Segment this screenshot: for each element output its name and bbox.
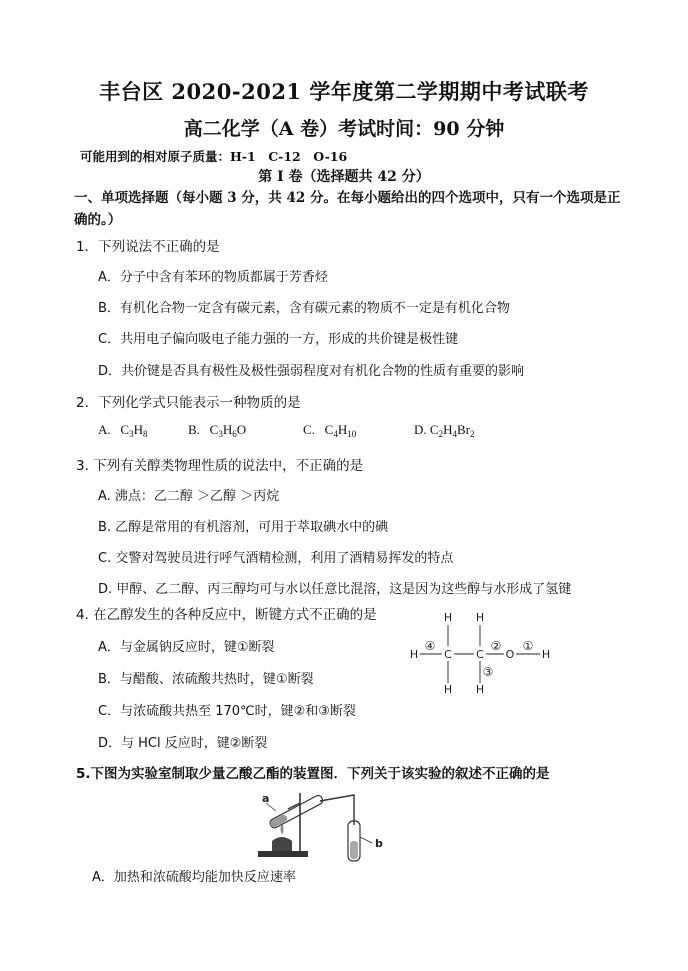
section-heading: 第 I 卷（选择题共 42 分） [258,169,430,185]
stand-base [258,851,308,857]
alcohol-lamp [272,837,292,851]
atomic-masses: 可能用到的相对原子质量：H-1 C-12 O-16 [80,149,348,164]
atom-h-bottom-1: H [443,683,453,696]
question-5-stem: 5.下图为实验室制取少量乙酸乙酯的装置图．下列关于该实验的叙述不正确的是 [76,766,550,782]
question-3-stem: 3. 下列有关醇类物理性质的说法中，不正确的是 [76,458,364,474]
question-2-option-b: B. $C_3H_6O$ [188,422,247,439]
delivery-tube [320,795,354,825]
question-4-option-d: D．与 HCl 反应时，键②断裂 [98,736,268,751]
question-2-option-d: D. $C_2H_4Br_2$ [414,422,475,439]
exam-subtitle: 高二化学（A 卷）考试时间：90 分钟 [183,118,505,140]
question-2-stem: 2．下列化学式只能表示一种物质的是 [76,395,301,411]
question-2-option-c: C. $C_4H_{10}$ [303,422,357,439]
test-tube-a [269,794,324,829]
question-1-option-b: B．有机化合物一定含有碳元素，含有碳元素的物质不一定是有机化合物 [98,301,510,316]
atom-h-top-1: H [443,611,453,624]
atom-h-top-2: H [475,611,485,624]
question-3-option-c: C. 交警对驾驶员进行呼气酒精检测，利用了酒精易挥发的特点 [98,551,454,566]
question-2-option-a: A. $C_3H_8$ [98,422,148,439]
section-instructions: 一、单项选择题（每小题 3 分，共 42 分。在每小题给出的四个选项中，只有一个选项是正确的。） [74,190,621,228]
atom-h-right: H [541,648,551,661]
question-4-option-a: A．与金属钠反应时，键①断裂 [98,640,275,655]
atom-c-2: C [476,648,484,661]
question-1-option-c: C．共用电子偏向吸电子能力强的一方，形成的共价键是极性键 [98,332,459,347]
atom-c-1: C [444,648,452,661]
question-5-option-a: A．加热和浓硫酸均能加快反应速率 [92,870,296,885]
bond-label-4: ④ [424,639,436,653]
label-b: b [375,837,383,850]
bond-label-3: ③ [482,665,494,679]
atom-h-left: H [409,648,419,661]
bond-label-2: ② [490,639,502,653]
question-3-option-d: D. 甲醇、乙二醇、丙三醇均可与水以任意比混溶，这是因为这些醇与水形成了氢键 [98,582,572,597]
question-1-option-a: A．分子中含有苯环的物质都属于芳香烃 [98,270,328,285]
question-3-option-b: B. 乙醇是常用的有机溶剂，可用于萃取碘水中的碘 [98,520,389,535]
label-a: a [262,792,270,805]
atom-o: O [505,648,515,661]
ethanol-structure-diagram [400,608,560,700]
exam-title: 丰台区 2020-2021 学年度第二学期期中考试联考 [99,79,589,104]
question-1-stem: 1．下列说法不正确的是 [76,239,220,255]
question-1-option-d: D．共价键是否具有极性及极性强弱程度对有机化合物的性质有重要的影响 [98,364,525,379]
question-4-option-b: B．与醋酸、浓硫酸共热时，键①断裂 [98,672,314,687]
question-4-option-c: C．与浓硫酸共热至 170℃时，键②和③断裂 [98,704,356,719]
question-4-stem: 4. 在乙醇发生的各种反应中，断键方式不正确的是 [76,607,377,623]
bond-label-1: ① [522,639,534,653]
atom-h-bottom-2: H [475,683,485,696]
ester-apparatus-diagram [250,785,410,865]
question-3-option-a: A. 沸点：乙二醇 ＞乙醇 ＞丙烷 [98,489,280,504]
